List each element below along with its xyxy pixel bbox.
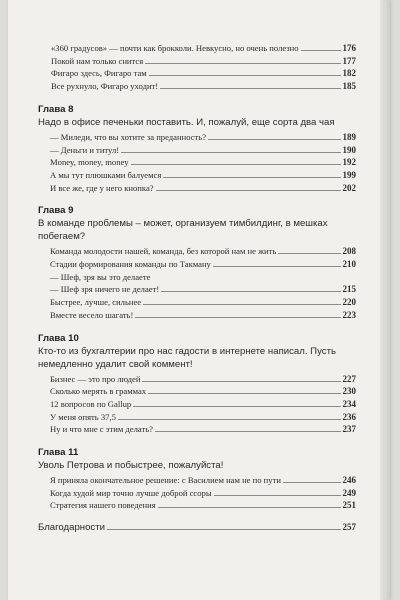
entry-text: Бизнес — это про людей — [50, 373, 141, 384]
leader-dots — [135, 317, 340, 318]
entry-text: Сколько мерять в граммах — [50, 386, 147, 397]
leader-dots — [160, 88, 340, 89]
entry-text: Вместе весело шагать! — [50, 309, 134, 320]
toc-entry — [38, 283, 356, 296]
toc-entry — [38, 245, 356, 258]
toc-entry — [38, 80, 356, 93]
entry-page: 208 — [342, 246, 356, 257]
leader-dots — [156, 190, 341, 191]
toc-entry — [38, 156, 356, 169]
entry-page: 257 — [342, 522, 356, 533]
entry-text: У меня опять 37,5 — [50, 411, 116, 422]
chapter-9 — [38, 204, 356, 321]
entry-page: 234 — [342, 398, 356, 409]
entry-page: 210 — [342, 259, 356, 270]
entry-text: Фигаро здесь, Фигаро там — [51, 68, 147, 79]
entry-text: Команда молодости нашей, команда, без которой нам не жить — [50, 246, 277, 257]
toc-entry — [38, 144, 356, 157]
toc-entry — [38, 487, 356, 500]
chapter-11 — [38, 446, 356, 512]
chapter-10 — [38, 332, 356, 437]
toc-entry — [38, 474, 356, 487]
leader-dots — [155, 431, 341, 432]
entry-page: 246 — [342, 475, 356, 486]
leader-dots — [133, 406, 340, 407]
leader-dots — [143, 304, 340, 305]
entry-text: Стадии формирования команды по Такману — [50, 259, 211, 270]
entry-text: Ну и что мне с этим делать? — [50, 424, 153, 435]
entry-text: Стратегия нашего поведения — [50, 500, 156, 511]
entry-text: — Миледи, что вы хотите за преданность? — [50, 131, 207, 142]
entry-text: И все же, где у него кнопка? — [50, 182, 154, 193]
entry-page: 215 — [342, 284, 356, 295]
leader-dots — [145, 63, 340, 64]
toc-top-entries — [38, 42, 356, 93]
leader-dots — [121, 152, 340, 153]
leader-dots — [118, 419, 341, 420]
entry-page: 251 — [342, 500, 356, 511]
entry-text: Я приняла окончательное решение: с Василием нам не по пути — [50, 475, 281, 486]
entry-page: 227 — [342, 373, 356, 384]
toc-entry — [38, 169, 356, 182]
entry-page: 202 — [342, 182, 356, 193]
toc-entry — [38, 67, 356, 80]
toc-entry — [38, 398, 356, 411]
leader-dots — [301, 50, 341, 51]
chapter-title: Глава 11 — [38, 447, 79, 459]
leader-dots — [107, 529, 341, 530]
toc-entry — [38, 258, 356, 271]
toc-entry — [38, 42, 356, 55]
chapter-title: Глава 8 — [38, 103, 74, 115]
table-of-contents — [38, 42, 356, 534]
entry-page: 199 — [342, 169, 356, 180]
toc-entry — [38, 131, 356, 144]
chapter-title: Глава 9 — [38, 205, 74, 217]
toc-acknowledgements — [38, 521, 356, 534]
entry-text: — Деньги и титул! — [50, 144, 120, 155]
entry-text: «360 градусов» — почти как брокколи. Невкусно, но очень полезно — [51, 43, 299, 53]
entry-page: 192 — [342, 157, 356, 168]
entry-text: — Шеф, зря вы это делаете — [50, 271, 151, 282]
entry-page: 177 — [342, 55, 356, 66]
leader-dots — [158, 507, 341, 508]
entry-text: 12 вопросов по Gallup — [50, 398, 132, 409]
chapter-subtitle: Надо в офисе печеньки поставить. И, пожалуй, еще сорта два чая — [38, 116, 335, 128]
leader-dots — [213, 266, 341, 267]
chapter-title: Глава 10 — [38, 332, 79, 344]
toc-entry — [38, 271, 356, 284]
entry-page: 249 — [342, 487, 356, 498]
entry-page: 236 — [342, 411, 356, 422]
leader-dots — [278, 253, 340, 254]
entry-page: 190 — [342, 144, 356, 155]
toc-entry — [38, 385, 356, 398]
book-page — [8, 0, 390, 600]
entry-text: Когда худой мир точно лучше доброй ссоры — [50, 487, 212, 498]
entry-page: 182 — [342, 68, 356, 79]
leader-dots — [214, 495, 341, 496]
chapter-subtitle: Кто-то из бухгалтерии про нас гадости в интернете написал. Пусть немедленно удалит свой коммент! — [38, 345, 336, 370]
entry-text: Быстрее, лучше, сильнее — [50, 297, 142, 308]
leader-dots — [148, 393, 340, 394]
toc-entry — [38, 309, 356, 322]
entry-text: Покой нам только снится — [51, 55, 144, 66]
entry-text: Все рухнуло, Фигаро уходит! — [51, 81, 159, 92]
leader-dots — [283, 482, 341, 483]
toc-entry — [38, 499, 356, 512]
entry-page: 223 — [342, 309, 356, 320]
entry-text: Money, money, money — [50, 157, 129, 168]
entry-text: А мы тут плюшками балуемся — [50, 169, 162, 180]
toc-entry — [38, 55, 356, 68]
chapter-subtitle: В команде проблемы – может, организуем тимбилдинг, в мешках побегаем? — [38, 218, 328, 243]
entry-page: 189 — [342, 131, 356, 142]
leader-dots — [161, 291, 340, 292]
acknowledgements-title: Благодарности — [38, 522, 105, 534]
toc-entry — [38, 296, 356, 309]
toc-entry — [38, 373, 356, 386]
entry-page: 176 — [342, 43, 356, 53]
entry-page: 220 — [342, 297, 356, 308]
leader-dots — [131, 164, 341, 165]
entry-page: 237 — [342, 424, 356, 435]
entry-page: 230 — [342, 386, 356, 397]
toc-entry — [38, 423, 356, 436]
entry-page: 185 — [342, 81, 356, 92]
leader-dots — [149, 75, 341, 76]
leader-dots — [142, 381, 340, 382]
page-spine-shadow — [380, 0, 390, 600]
leader-dots — [208, 139, 340, 140]
toc-entry — [38, 411, 356, 424]
chapter-subtitle: Уволь Петрова и побыстрее, пожалуйста! — [38, 460, 224, 472]
leader-dots — [163, 177, 340, 178]
chapter-8 — [38, 103, 356, 195]
toc-entry — [38, 182, 356, 195]
entry-text: — Шеф зря ничего не делает! — [50, 284, 160, 295]
